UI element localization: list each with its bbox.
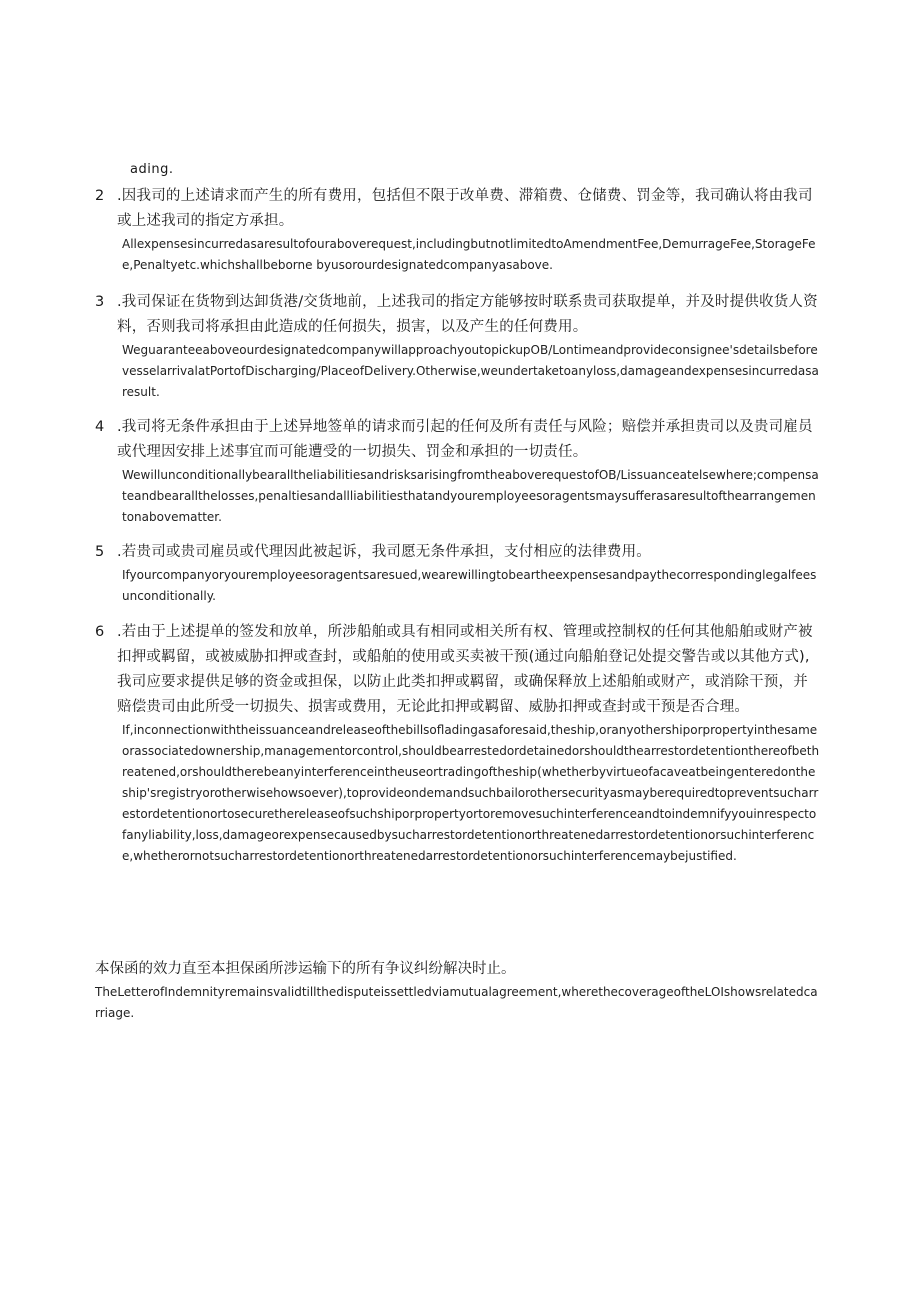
continued-text-fragment: ading. bbox=[130, 162, 174, 177]
clause-number: 3 bbox=[95, 294, 105, 310]
clause-6 bbox=[95, 620, 820, 867]
validity-chinese-text: 本保函的效力直至本担保函所涉运输下的所有争议纠纷解决时止。 bbox=[95, 961, 516, 977]
clause-chinese-text: .我司将无条件承担由于上述异地签单的请求而引起的任何及所有责任与风险；赔偿并承担贵司以及贵司雇员或代理因安排上述事宜而可能遭受的一切损失、罚金和承担的一切责任。 bbox=[117, 419, 813, 460]
clause-number: 2 bbox=[95, 188, 105, 204]
clause-number: 5 bbox=[95, 544, 105, 560]
clause-chinese-text: .因我司的上述请求而产生的所有费用，包括但不限于改单费、滞箱费、仓储费、罚金等，我司确认将由我司或上述我司的指定方承担。 bbox=[117, 188, 813, 229]
clause-5 bbox=[95, 540, 820, 607]
clause-chinese-text: .若由于上述提单的签发和放单，所涉船舶或具有相同或相关所有权、管理或控制权的任何其他船舶或财产被扣押或羁留，或被威胁扣押或查封，或船舶的使用或买卖被干预(通过向船舶登记处提交警告或以其他方式),我司应要求提供足够的资金或担保，以防止此类扣押或羁留，或确保释放上述船舶或财产，或消除干预，并赔偿贵司由此所受一切损失、损害或费用，无论此扣押或羁留、威胁扣押或查封或干预是否合理。 bbox=[117, 624, 813, 715]
clause-4 bbox=[95, 415, 820, 528]
clause-chinese-text: .若贵司或贵司雇员或代理因此被起诉，我司愿无条件承担，支付相应的法律费用。 bbox=[117, 544, 652, 560]
clause-chinese-text: .我司保证在货物到达卸货港/交货地前，上述我司的指定方能够按时联系贵司获取提单，并及时提供收货人资料，否则我司将承担由此造成的任何损失，损害，以及产生的任何费用。 bbox=[117, 294, 818, 335]
clause-english-text: If,inconnectionwiththeissuanceandreleaseofthebillsofladingasaforesaid,theship,oranyothershiporpropertyinthesameorassociatedownership,managementorcontrol,shouldbearrestedordetainedorshouldthearrestordetentionthereofbethreatened,orshouldtherebeanyinterferenceintheuseortradingoftheship(whetherbyvirtueofacaveatbeingenteredontheship'sregistryorotherwisehowsoever),toprovideondemandsuchbailorothersecurityasmayberequiredtopreventsucharrestordetentionortosecurethereleaseofsuchshiporpropertyortoremovesuchinterferenceandtoindemnifyyouinrespectofanyliability,loss,damageorexpensecausedbysucharrestordetentionorthreatenedarrestordetentionorsuchinterference,whetherornotsucharrestordetentionorthreatenedarrestordetentionorsuchinterferencemaybejustified. bbox=[122, 723, 820, 863]
clause-3 bbox=[95, 290, 820, 403]
clause-number: 6 bbox=[95, 624, 105, 640]
clause-2 bbox=[95, 184, 820, 276]
clause-english-text: Allexpensesincurredasaresultofouraboverequest,includingbutnotlimitedtoAmendmentFee,DemurrageFee,StorageFee,Penaltyetc.whichshallbeborne byusorourdesignatedcompanyasabove. bbox=[122, 237, 816, 272]
clause-english-text: WewillunconditionallybearalltheliabilitiesandrisksarisingfromtheaboverequestofOB/Lissuanceatelsewhere;compensateandbearallthelosses,penaltiesandallliabilitiesthatandyouremployeesoragentsmaysufferasaresultofthearrangementonabovematter. bbox=[122, 468, 819, 524]
clause-english-text: Ifyourcompanyoryouremployeesoragentsaresued,wearewillingtobeartheexpensesandpaythecorrespondinglegalfeesunconditionally. bbox=[122, 568, 817, 603]
validity-statement bbox=[95, 957, 820, 1024]
validity-english-text: TheLetterofIndemnityremainsvalidtillthedisputeissettledviamutualagreement,wherethecoverageoftheLOIshowsrelatedcarriage. bbox=[95, 985, 818, 1020]
clause-number: 4 bbox=[95, 419, 105, 435]
clause-english-text: WeguaranteeaboveourdesignatedcompanywillapproachyoutopickupOB/Lontimeandprovideconsignee'sdetailsbeforevesselarrivalatPortofDischarging/PlaceofDelivery.Otherwise,weundertaketoanyloss,damageandexpensesincurredasaresult. bbox=[122, 343, 819, 399]
